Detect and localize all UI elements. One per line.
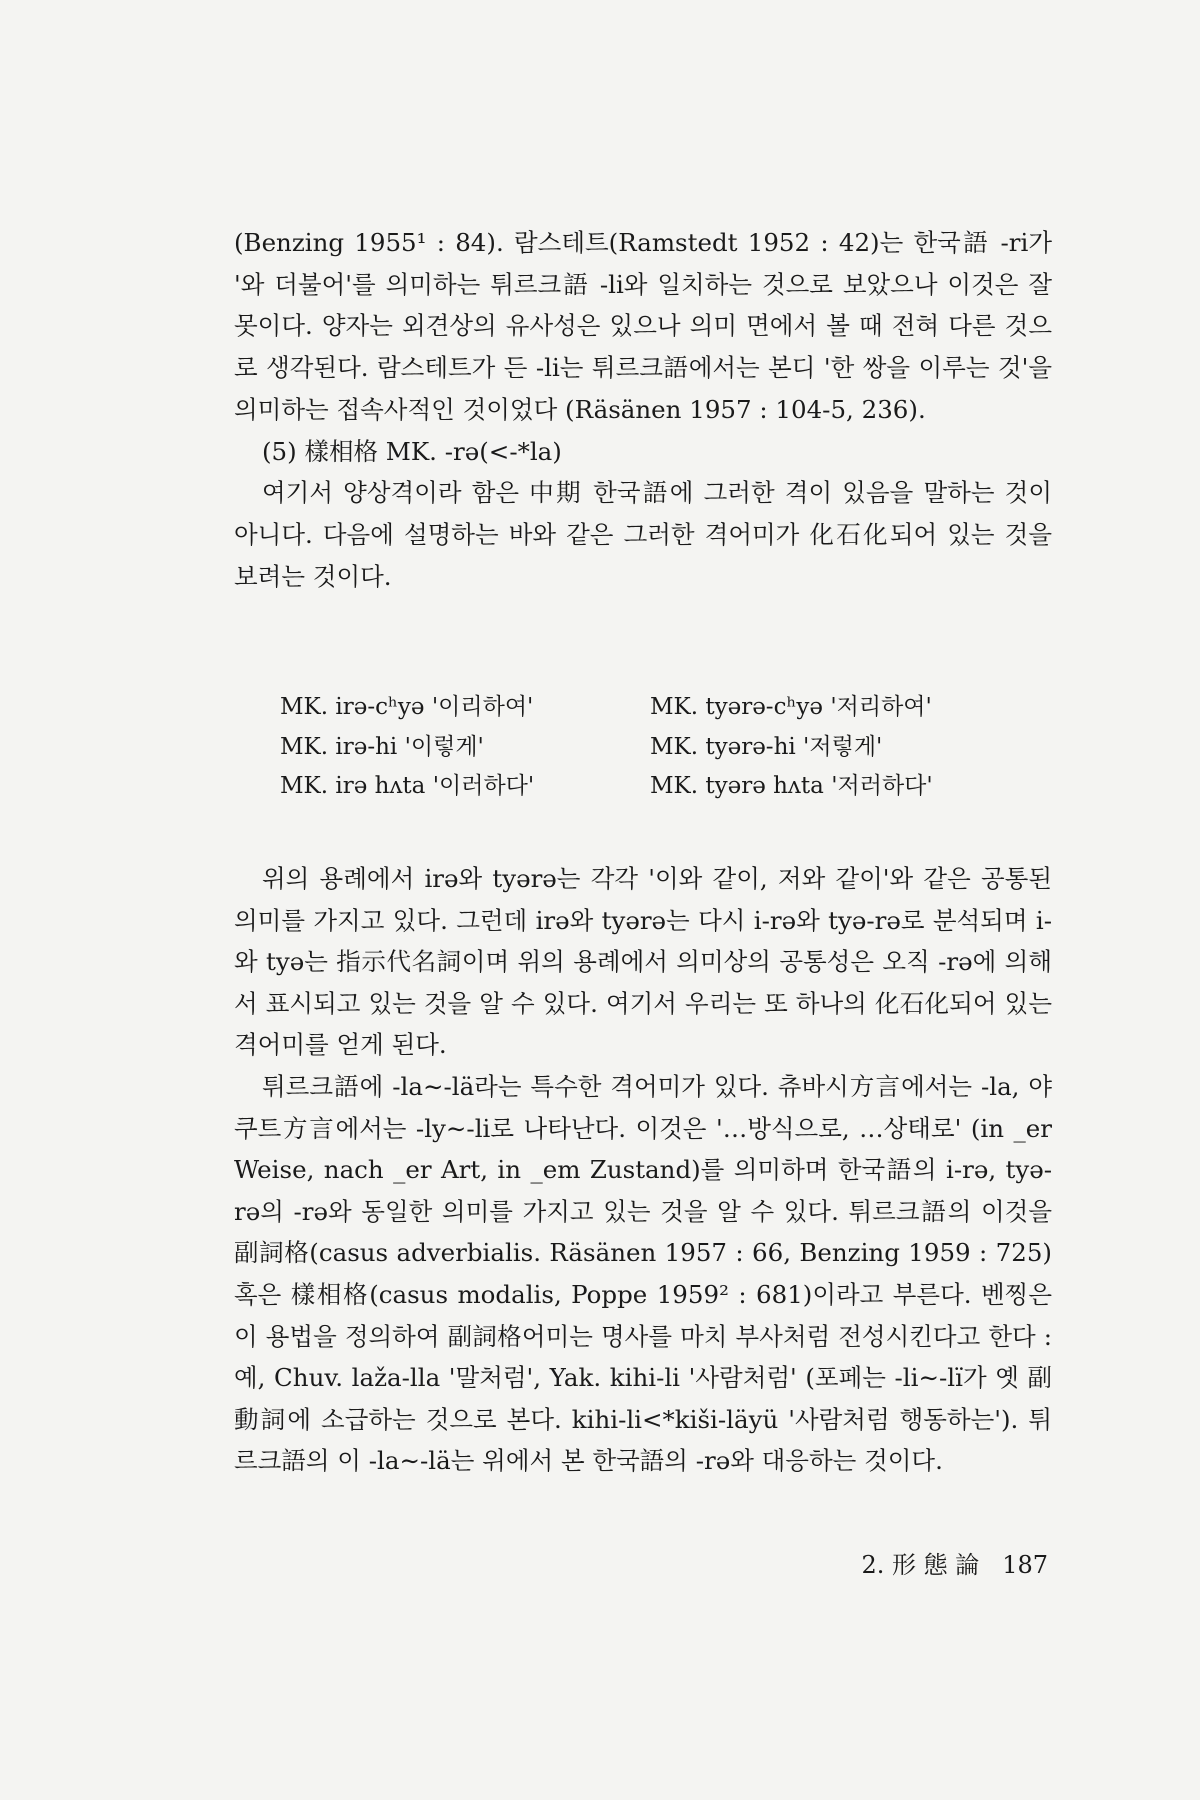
example-row [280, 728, 1040, 768]
example-right: MK. tyərə-cʰyə '저리하여' [650, 694, 932, 720]
example-right: MK. tyərə hʌta '저러하다' [650, 773, 933, 799]
example-table [280, 688, 1040, 807]
example-row [280, 688, 1040, 728]
paragraph-2: 여기서 양상격이라 함은 中期 한국語에 그러한 격이 있음을 말하는 것이 아니다. 다음에 설명하는 바와 같은 그러한 격어미가 化石化되어 있는 것을 보려는 것이다. [234, 478, 1052, 591]
page-footer [808, 1545, 1048, 1580]
example-right: MK. tyərə-hi '저렇게' [650, 733, 883, 760]
page-number: 187 [1002, 1551, 1048, 1579]
example-row [280, 767, 1040, 807]
example-left: MK. irə-cʰyə '이리하여' [280, 694, 534, 720]
paragraph-3: 위의 용례에서 irə와 tyərə는 각각 '이와 같이, 저와 같이'와 같은 공통된 의미를 가지고 있다. 그런데 irə와 tyərə는 다시 i-rə와 tyə-rə로 분석되며 i-와 tyə는 指示代名詞이며 위의 용례에서 의미상의 공통성은 오직 -rə에 의해서 표시되고 있는 것을 알 수 있다. 여기서 우리는 또 하나의 化石化되어 있는 격어미를 얻게 된다. [234, 864, 1052, 1060]
lower-text [234, 858, 1052, 1482]
example-left: MK. irə-hi '이렇게' [280, 733, 484, 760]
section-heading: (5) 樣相格 MK. -rə(<-*la) [262, 436, 562, 466]
chapter-title: 2. 形 態 論 [861, 1551, 980, 1579]
example-left: MK. irə hʌta '이러하다' [280, 773, 535, 799]
paragraph-4: 튀르크語에 -la∼-lä라는 특수한 격어미가 있다. 츄바시方言에서는 -la, 야쿠트方言에서는 -ly∼-li로 나타난다. 이것은 '…방식으로, …상태로' (in _er Weise, nach _er Art, in _em Zustand)를 의미하며 한국語의 i-rə, tyə-rə의 -rə와 동일한 의미를 가지고 있는 것을 알 수 있다. 튀르크語의 이것을 副詞格(casus adverbialis. Räsänen 1957 : 66, Benzing 1959 : 725) 혹은 樣相格(casus modalis, Poppe 1959² : 681)이라고 부른다. 벤찡은 이 용법을 정의하여 副詞格어미는 명사를 마치 부사처럼 전성시킨다고 한다 : 예, Chuv. laža-lla '말처럼', Yak. kihi-li '사람처럼' (포페는 -li∼-lï가 옛 副動詞에 소급하는 것으로 본다. kihi-li<*kiši-läyü '사람처럼 행동하는'). 튀르크語의 이 -la∼-lä는 위에서 본 한국語의 -rə와 대응하는 것이다. [234, 1071, 1052, 1476]
upper-text [234, 222, 1052, 597]
paragraph-1: (Benzing 1955¹ : 84). 람스테트(Ramstedt 1952 : 42)는 한국語 -ri가 '와 더불어'를 의미하는 튀르크語 -li와 일치하는 것으로 보았으나 이것은 잘못이다. 양자는 외견상의 유사성은 있으나 의미 면에서 볼 때 전혀 다른 것으로 생각된다. 람스테트가 든 -li는 튀르크語에서는 본디 '한 쌍을 이루는 것'을 의미하는 접속사적인 것이었다 (Räsänen 1957 : 104-5, 236). [234, 228, 1052, 424]
